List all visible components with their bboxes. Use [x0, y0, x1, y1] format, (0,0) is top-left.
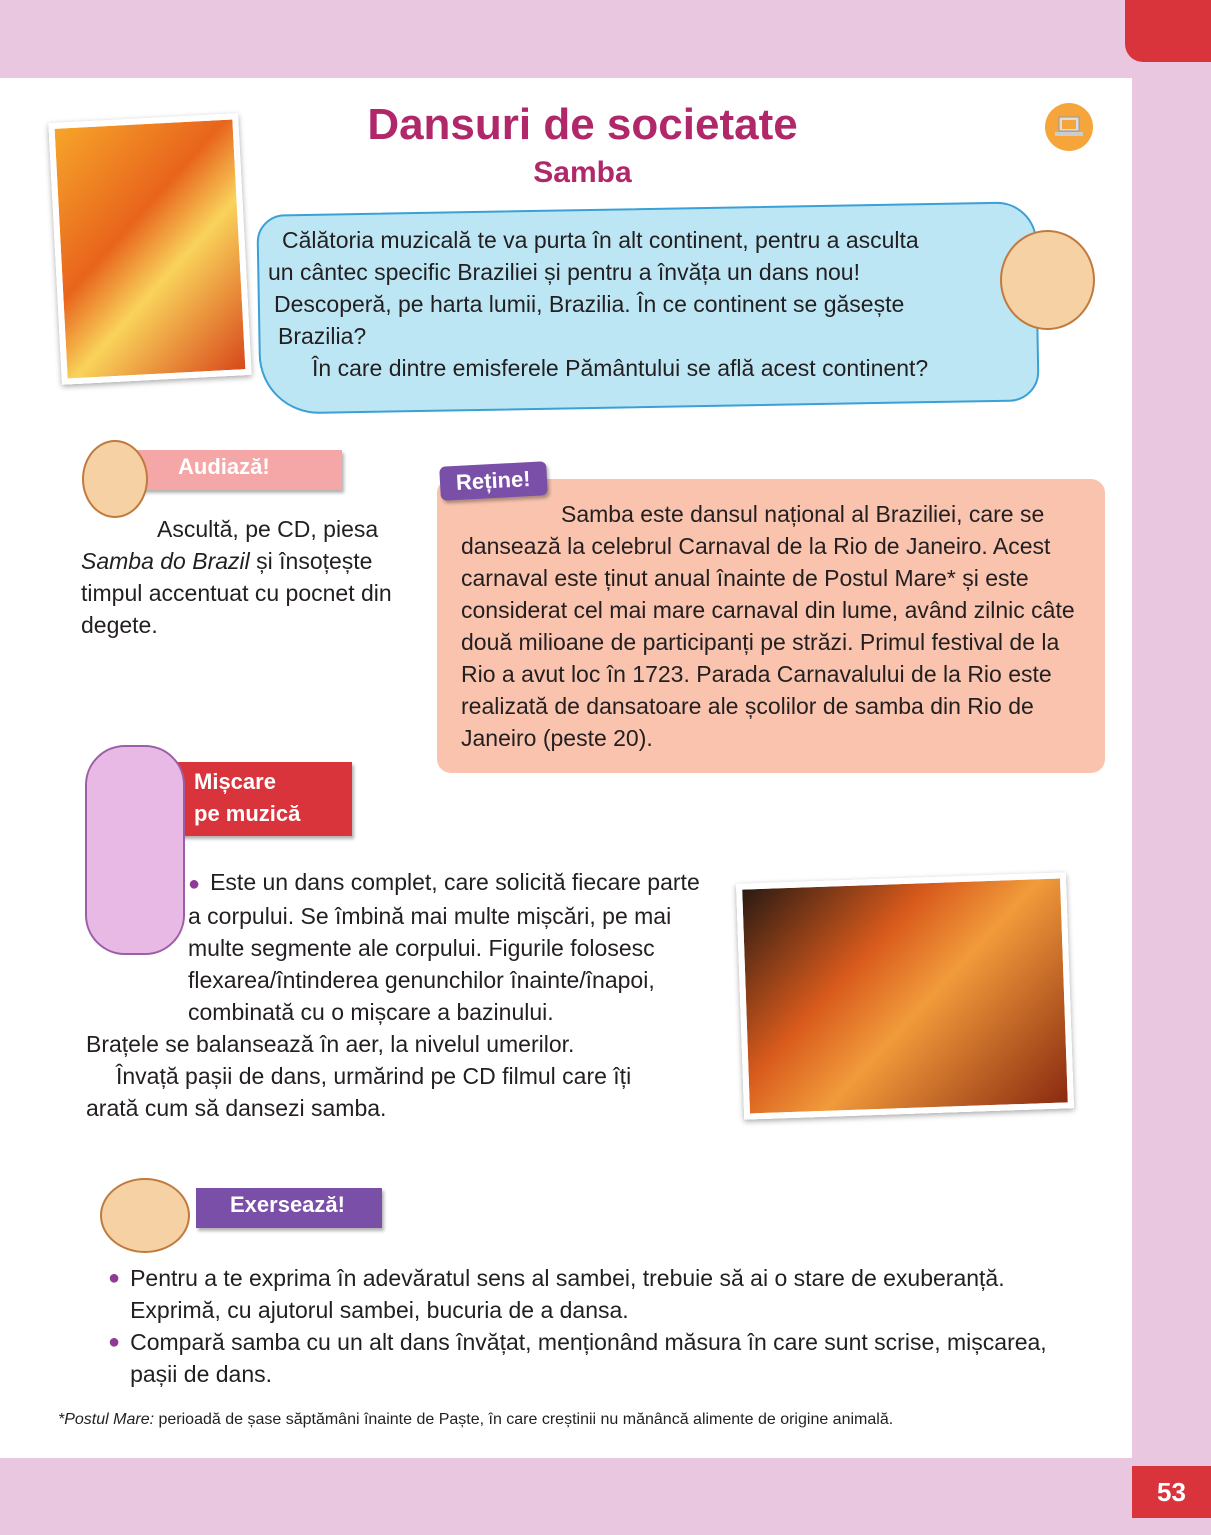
exerseaza-badge — [196, 1188, 382, 1228]
audiaza-badge — [130, 450, 342, 490]
intro-line: Descoperă, pe harta lumii, Brazilia. În ce continent se găsește — [274, 291, 905, 317]
retine-text: Samba este dansul național al Braziliei, care se dansează la celebrul Carnaval de la Rio de Janeiro. Acest carnaval este ținut anual înainte de Postul Mare* și este considerat cel mai mare carnaval din lume, având zilnic câte două milioane de participanți pe străzi. Primul festival de la Rio a avut loc în 1723. Parada Carnavalului de la Rio este realizată de dansatoare ale școlilor de samba din Rio de Janeiro (peste 20). — [461, 501, 1075, 751]
miscare-paragraph: Brațele se balansează în aer, la nivelul umerilor. — [86, 1031, 575, 1057]
footnote: *Postul Mare: perioadă de șase săptămâni înainte de Paște, în care creștinii nu mănâncă alimente de origine animală. — [58, 1411, 894, 1428]
retine-badge — [439, 461, 547, 501]
miscare-paragraph: Este un dans complet, care solicită fiecare parte a corpului. Se îmbină mai multe mișcări, pe mai multe segmente ale corpului. Figurile folosesc flexarea/întinderea genunchilor înainte/înapoi, combinată cu o mișcare a bazinului. — [188, 869, 700, 1025]
miscare-label: Mișcare — [194, 769, 276, 794]
audiaza-label: Audiază! — [178, 454, 270, 479]
intro-line: Brazilia? — [278, 323, 367, 349]
samba-dancer-photo-carnival — [736, 872, 1074, 1119]
miscare-text: ● Este un dans complet, care solicită fiecare parte a corpului. Se îmbină mai multe mișcări, pe mai multe segmente ale corpului. Figurile folosesc flexarea/întinderea genunchilor înainte/înapoi, combinată cu o mișcare a bazinului. Brațele se balansează în aer, la nivelul umerilor. Învață pașii de dans, urmărind pe CD filmul care îți arată cum să dansezi samba. — [86, 866, 726, 1124]
chapter-tab — [1125, 0, 1211, 62]
retine-label: Reține! — [455, 466, 532, 495]
page-number: 53 — [1132, 1466, 1211, 1518]
intro-line: În care dintre emisferele Pământului se află acest continent? — [312, 355, 929, 381]
computer-icon — [1045, 103, 1093, 151]
exerseaza-label: Exersează! — [230, 1192, 345, 1217]
miscare-paragraph: Învață pașii de dans, urmărind pe CD filmul care îți arată cum să dansezi samba. — [86, 1063, 632, 1121]
page-title: Dansuri de societate — [367, 100, 798, 149]
miscare-label: pe muzică — [194, 801, 301, 826]
intro-text — [268, 224, 1008, 384]
exerseaza-list: ● Pentru a te exprima în adevăratul sens al sambei, trebuie să ai o stare de exuberanță. Exprimă, cu ajutorul sambei, bucuria de a dansa. ● Compară samba cu un alt dans învățat, menționând măsura în care sunt scrise, mișcarea, pașii de dans. — [108, 1262, 1098, 1390]
boy-character — [1000, 230, 1095, 330]
miscare-badge — [170, 762, 352, 836]
exercise-item: Pentru a te exprima în adevăratul sens al sambei, trebuie să ai o stare de exuberanță. Exprimă, cu ajutorul sambei, bucuria de a dansa. — [130, 1265, 1005, 1323]
page-subtitle: Samba — [533, 156, 632, 189]
exercise-item: Compară samba cu un alt dans învățat, menționând măsura în care sunt scrise, mișcarea, pașii de dans. — [130, 1329, 1047, 1387]
intro-line: Călătoria muzicală te va purta în alt continent, pentru a asculta — [282, 227, 919, 253]
song-title: Samba do Brazil — [81, 548, 250, 574]
samba-dancer-photo-top — [48, 113, 251, 385]
maracas-character — [100, 1178, 190, 1253]
intro-line: un cântec specific Braziliei și pentru a învăța un dans nou! — [268, 259, 860, 285]
audiaza-text: Ascultă, pe CD, piesa Samba do Brazil și însoțește timpul accentuat cu pocnet din degete. — [81, 516, 392, 638]
headphones-character — [82, 440, 148, 518]
